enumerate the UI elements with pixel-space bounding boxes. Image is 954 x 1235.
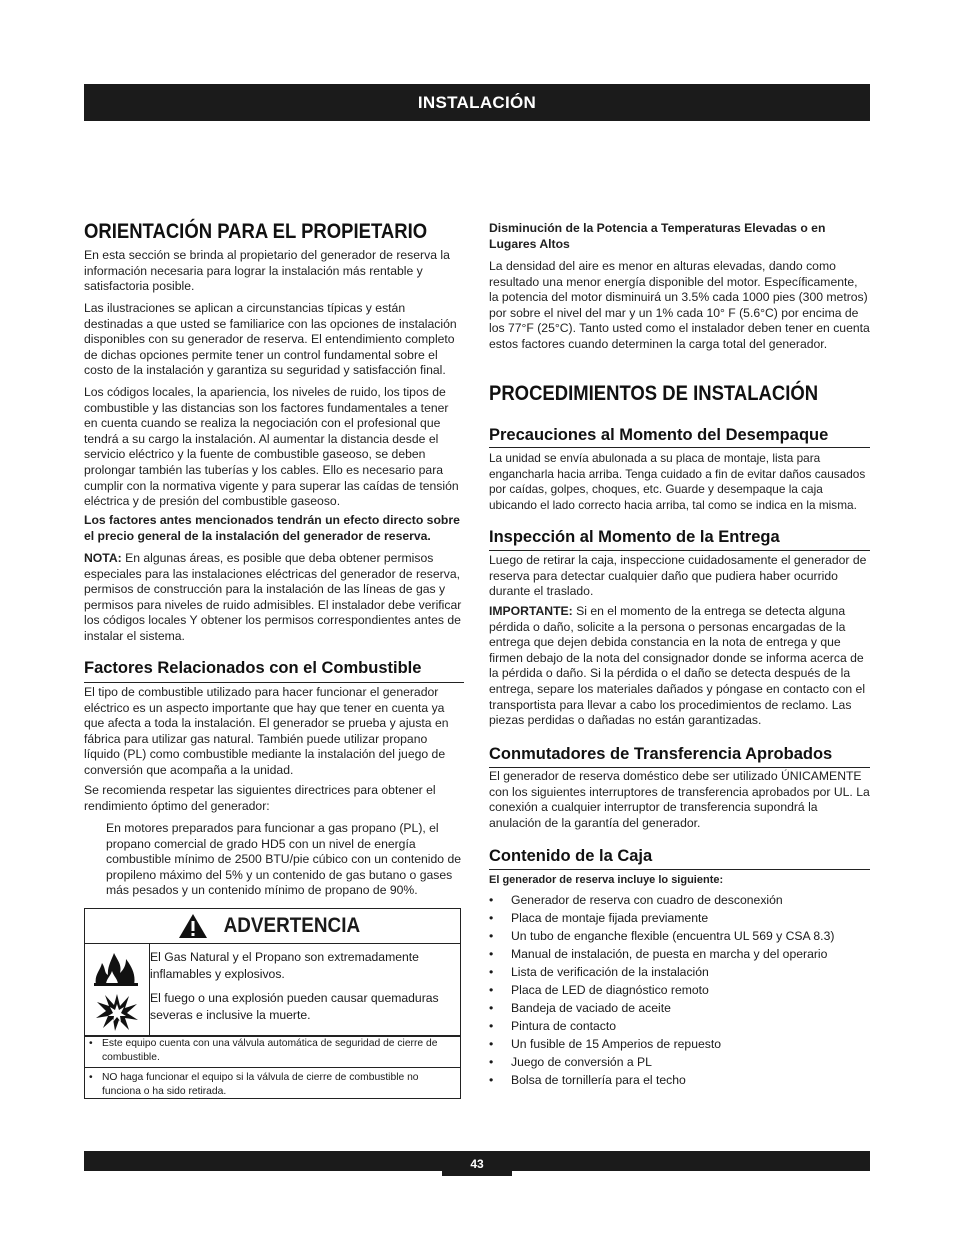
delivery-paragraph: Luego de retirar la caja, inspeccione cuidadosamente el generador de reserva para detectar cualquier daño que pudiera haber ocurrido durante el traslado. (489, 553, 867, 599)
warning-title-row (85, 909, 460, 944)
transfer-switches-paragraph: El generador de reserva doméstico debe ser utilizado ÚNICAMENTE con los siguientes interruptores de transferencia aprobados por UL. La conexión a cualquier interruptor de transferencia supondrá la anulación de la garantía del generador. (489, 769, 870, 830)
important-paragraph (489, 604, 870, 729)
list-item: • Bolsa de tornillería para el techo (489, 1071, 870, 1089)
warning-burn-text: El fuego o una explosión pueden causar quemaduras severas e inclusive la muerte. (150, 991, 439, 1022)
important-text: Si en el momento de la entrega se detecta alguna pérdida o daño, solicite a la persona o personas encargadas de la entrega que dejen debida constancia en la nota de entrega y que firmen debajo de la nota del consignador donde se informa acerca de la pérdida o daño. Si la pérdida o el daño se detecta después de la entrega, separe los materiales dañados y póngase en contacto con el transportista para llevar a cabo los procedimientos de reclamo. Las piezas perdidas o dañadas no están garantizadas. (489, 604, 866, 728)
derating-heading: Disminución de la Potencia a Temperaturas Elevadas o en Lugares Altos (489, 221, 826, 251)
warning-bullet-list (89, 1037, 454, 1103)
important-label: IMPORTANTE: (489, 604, 573, 618)
warning-bullet-1: • Este equipo cuenta con una válvula automática de seguridad de cierre de combustible. (89, 1037, 454, 1065)
transfer-heading-rule (489, 767, 870, 768)
box-contents-heading: Contenido de la Caja (489, 847, 653, 865)
delivery-inspection-heading: Inspección al Momento de la Entrega (489, 528, 780, 546)
fuel-paragraph-2: Se recomienda respetar las siguientes directrices para obtener el rendimiento óptimo del generador: (84, 783, 436, 813)
note-paragraph (84, 551, 464, 645)
warning-bullet-divider (85, 1067, 460, 1068)
list-item: • Juego de conversión a PL (489, 1053, 870, 1071)
local-codes-paragraph: Los códigos locales, la apariencia, los niveles de ruido, los tipos de combustible y las distancias son los factores fundamentales a tener en cuenta cuando se realiza la negociación con el profesional que tendrá a su cargo la instalación. Al aumentar la distancia desde el servicio eléctrico y la fuente de combustible gaseoso, se deben prolongar también las tuberías y los cables. Ello es necesario para cumplir con la normativa vigente y para superar las caídas de tensión eléctrica y de presión del combustible gaseoso. (84, 385, 459, 509)
list-item: • Bandeja de vaciado de aceite (489, 999, 870, 1017)
list-item: • Un tubo de enganche flexible (encuentra UL 569 y CSA 8.3) (489, 927, 870, 945)
note-label: NOTA: (84, 551, 122, 565)
warning-bullet-2: • NO haga funcionar el equipo si la válvula de cierre de combustible no funciona o ha sido retirada. (89, 1071, 454, 1099)
fuel-paragraph-3: En motores preparados para funcionar a gas propano (PL), el propano comercial de grado HD5 con un nivel de energía combustible mínimo de 2500 BTU/pie cúbico con un contenido de propileno máximo del 5% y un contenido de gas butano o gases más pesados y un contenido mínimo de propano de 90%. (106, 821, 462, 898)
list-item: • Un fusible de 15 Amperios de repuesto (489, 1035, 870, 1053)
unpacking-heading: Precauciones al Momento del Desempaque (489, 426, 829, 444)
delivery-heading-rule (489, 550, 870, 551)
transfer-switches-heading: Conmutadores de Transferencia Aprobados (489, 745, 833, 763)
list-item: • Manual de instalación, de puesta en marcha y del operario (489, 945, 870, 963)
warning-box (84, 908, 461, 1099)
price-effect-paragraph: Los factores antes mencionados tendrán un efecto directo sobre el precio general de la instalación del generador de reserva. (84, 513, 460, 543)
intro-paragraph: En esta sección se brinda al propietario del generador de reserva la información necesaria para lograr la instalación más rentable y satisfactoria posible. (84, 248, 450, 294)
page-number (442, 1151, 512, 1176)
fuel-heading-rule (84, 682, 464, 683)
explosion-icon (95, 992, 139, 1032)
list-item: • Placa de LED de diagnóstico remoto (489, 981, 870, 999)
list-item: • Pintura de contacto (489, 1017, 870, 1035)
unpacking-heading-rule (489, 447, 870, 448)
box-contents-list (489, 891, 870, 1089)
installation-procedures-title: PROCEDIMIENTOS DE INSTALACIÓN (489, 381, 819, 405)
derating-paragraph: La densidad del aire es menor en alturas elevadas, dando como resultado una menor energía disponible del motor. Específicamente, la potencia del motor disminuirá un 3.5% cada 1000 pies (300 metros) por sobre el nivel del mar y un 1% cada 10° F (5.6°C) por encima de los 77°F (25°C). Tanto usted como el instalador deben tener en cuenta estos factores cuando determinen la carga total del generador. (489, 259, 870, 351)
page-number-label: 43 (470, 1156, 484, 1171)
fuel-paragraph-1: El tipo de combustible utilizado para hacer funcionar el generador eléctrico es un aspecto importante que hay que tener en cuenta ya que afecta a toda la instalación. El generador se prueba y ajusta en fábrica para utilizar gas natural. También puede utilizar propano líquido (PL) como combustible mediante la instalación del juego de conversión que acompaña a la unidad. (84, 685, 449, 777)
warning-icon-column (85, 944, 150, 1035)
box-contents-intro: El generador de reserva incluye lo siguiente: (489, 874, 724, 886)
illustrations-paragraph: Las ilustraciones se aplican a circunstancias típicas y están destinadas a que usted se familiarice con las opciones de instalación disponibles con su generador de reserva. El entendimiento completo de dichas opciones permite tener un control fundamental sobre el costo de la instalación y garantiza su seguridad y satisfacción final. (84, 301, 457, 378)
owner-orientation-title: ORIENTACIÓN PARA EL PROPIETARIO (84, 219, 428, 243)
section-title: INSTALACIÓN (417, 92, 537, 112)
fire-icon (92, 949, 142, 987)
warning-title: ADVERTENCIA (223, 914, 360, 937)
box-heading-rule (489, 869, 870, 870)
list-item: • Placa de montaje fijada previamente (489, 909, 870, 927)
fuel-factors-heading: Factores Relacionados con el Combustible (84, 659, 422, 677)
warning-triangle-icon (178, 913, 208, 939)
list-item: • Generador de reserva con cuadro de desconexión (489, 891, 870, 909)
unpacking-paragraph: La unidad se envía abulonada a su placa de montaje, lista para engancharla hacia arriba. Tenga cuidado a fin de evitar daños causados por caídas, golpes, choques, etc. Guarde y desempaque la caja ubicando el lado correcto hacia arriba, tal como se indica en la misma. (489, 451, 866, 512)
section-header-bar (84, 84, 870, 121)
note-text: En algunas áreas, es posible que deba obtener permisos especiales para las instalaciones eléctricas del generador de reserva, permisos de construcción para la instalación de las líneas de gas y permisos para niveles de ruido admisibles. El instalador debe verificar los códigos locales Y obtener los permisos correspondientes antes de instalar el sistema. (84, 551, 462, 643)
list-item: • Lista de verificación de la instalación (489, 963, 870, 981)
warning-flammable-text: El Gas Natural y el Propano son extremadamente inflamables y explosivos. (150, 950, 419, 981)
